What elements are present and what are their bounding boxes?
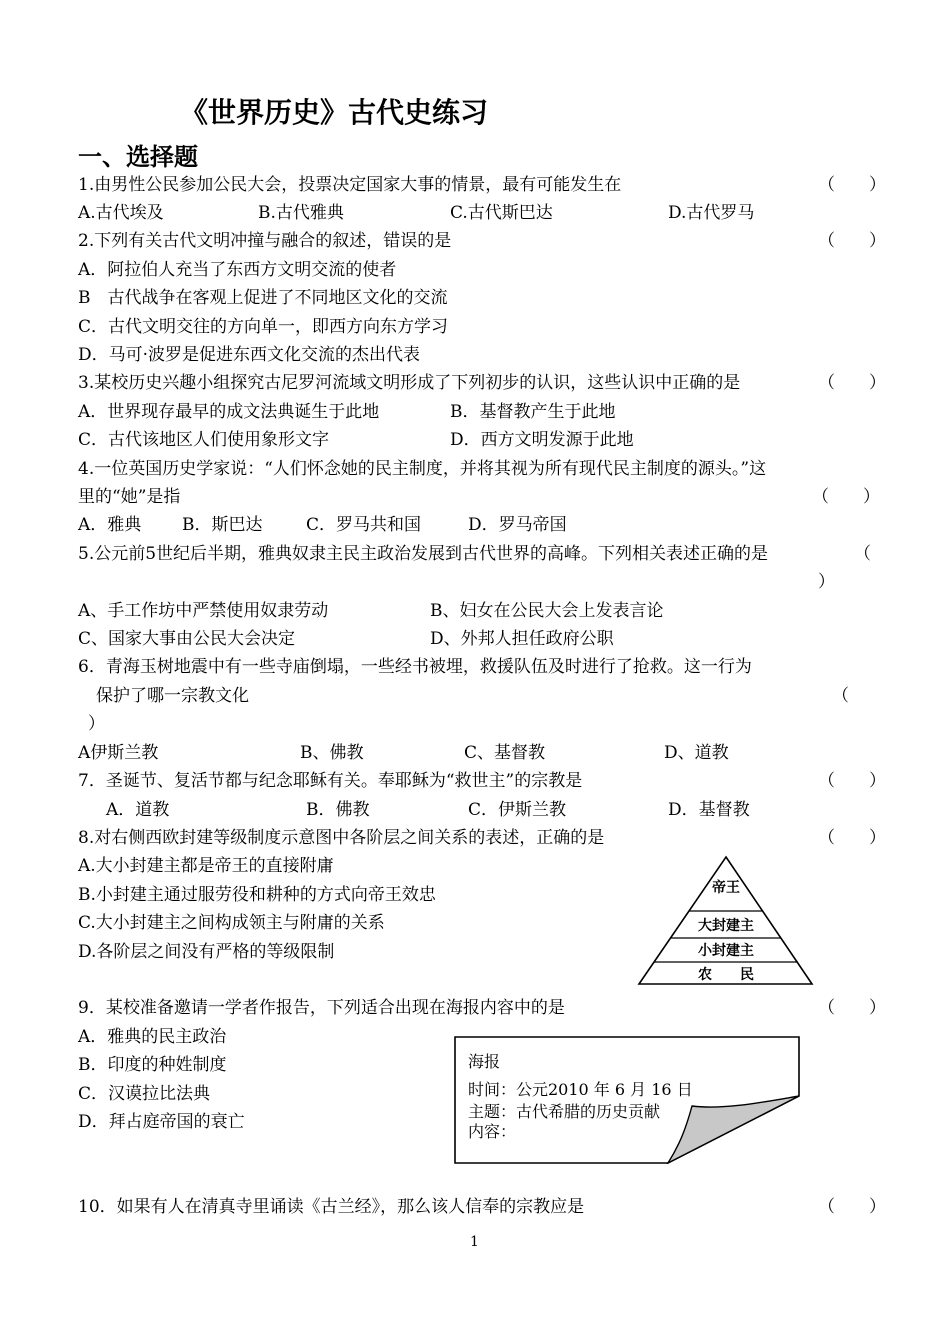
question-2-option-b: B 古代战争在客观上促进了不同地区文化的交流: [78, 288, 448, 308]
answer-blank: （ ）: [818, 1197, 886, 1217]
question-1-option-b: B.古代雅典: [258, 203, 344, 223]
page-number: 1: [470, 1234, 479, 1250]
question-3-option-d: D．西方文明发源于此地: [450, 430, 634, 450]
question-4-option-a: A．雅典: [78, 515, 142, 535]
poster-heading: 海报: [468, 1052, 501, 1071]
question-8-stem: 8.对右侧西欧封建等级制度示意图中各阶层之间关系的表述，正确的是: [78, 828, 605, 848]
question-6-stem-continued: 保护了哪一宗教文化: [96, 686, 249, 706]
question-9-option-b: B．印度的种姓制度: [78, 1055, 227, 1075]
question-2-option-c: C．古代文明交往的方向单一，即西方向东方学习: [78, 317, 449, 337]
page-title: 《世界历史》古代史练习: [180, 96, 489, 129]
answer-blank: （ ）: [818, 998, 886, 1018]
question-8-option-d: D.各阶层之间没有严格的等级限制: [78, 942, 335, 962]
question-3-option-c: C．古代该地区人们使用象形文字: [78, 430, 330, 450]
poster-content: 内容：: [468, 1122, 517, 1141]
question-7-stem: 7．圣诞节、复活节都与纪念耶稣有关。奉耶稣为“救世主”的宗教是: [78, 771, 583, 791]
question-2-option-a: A．阿拉伯人充当了东西方文明交流的使者: [78, 260, 397, 280]
question-8-option-a: A.大小封建主都是帝王的直接附庸: [78, 856, 334, 876]
question-1-option-c: C.古代斯巴达: [450, 203, 553, 223]
question-1-stem: 1.由男性公民参加公民大会，投票决定国家大事的情景，最有可能发生在: [78, 175, 622, 195]
question-4-option-b: B．斯巴达: [182, 515, 263, 535]
question-6-option-d: D、道教: [664, 743, 729, 763]
question-4-stem-continued: 里的“她”是指: [78, 487, 181, 507]
answer-blank: （ ）: [812, 487, 880, 507]
question-3-option-a: A．世界现存最早的成文法典诞生于此地: [78, 402, 380, 422]
answer-blank: （ ）: [818, 373, 886, 393]
question-1-option-a: A.古代埃及: [78, 203, 164, 223]
section-heading: 一、选择题: [78, 143, 198, 171]
answer-blank-open: （: [854, 544, 871, 564]
answer-blank-open: （: [832, 686, 849, 706]
question-7-option-b: B．佛教: [306, 800, 370, 820]
feudal-hierarchy-pyramid: [636, 854, 816, 988]
question-5-option-a: A、手工作坊中严禁使用奴隶劳动: [78, 601, 329, 621]
question-5-stem: 5.公元前5世纪后半期，雅典奴隶主民主政治发展到古代世界的高峰。下列相关表述正确的是: [78, 544, 769, 564]
question-6-option-b: B、佛教: [300, 743, 364, 763]
question-4-option-d: D．罗马帝国: [468, 515, 567, 535]
question-7-option-a: A．道教: [106, 800, 170, 820]
pyramid-level-lesser-lords: 小封建主: [698, 943, 754, 959]
answer-blank: （ ）: [818, 771, 886, 791]
question-9-option-d: D．拜占庭帝国的衰亡: [78, 1112, 245, 1132]
question-1-option-d: D.古代罗马: [668, 203, 755, 223]
question-4-option-c: C．罗马共和国: [306, 515, 422, 535]
question-9-stem: 9．某校准备邀请一学者作报告，下列适合出现在海报内容中的是: [78, 998, 565, 1018]
question-3-stem: 3.某校历史兴趣小组探究古尼罗河流域文明形成了下列初步的认识，这些认识中正确的是: [78, 373, 741, 393]
question-7-option-d: D．基督教: [668, 800, 750, 820]
poster-topic: 主题：古代希腊的历史贡献: [468, 1102, 661, 1121]
question-4-stem: 4.一位英国历史学家说：“人们怀念她的民主制度，并将其视为所有现代民主制度的源头。”这: [78, 459, 767, 479]
answer-blank: （ ）: [818, 175, 886, 195]
question-2-option-d: D．马可·波罗是促进东西文化交流的杰出代表: [78, 345, 421, 365]
poster-box: [454, 1036, 800, 1164]
poster-time: 时间：公元2010 年 6 月 16 日: [468, 1080, 693, 1099]
answer-blank-close: ）: [818, 572, 835, 592]
poster-frame: [454, 1036, 800, 1164]
question-9-option-c: C．汉谟拉比法典: [78, 1084, 211, 1104]
pyramid-level-peasants: 农 民: [698, 967, 754, 983]
answer-blank: （ ）: [818, 231, 886, 251]
question-6-option-c: C、基督教: [464, 743, 546, 763]
question-5-option-b: B、妇女在公民大会上发表言论: [430, 601, 664, 621]
question-3-option-b: B．基督教产生于此地: [450, 402, 616, 422]
question-6-stem: 6．青海玉树地震中有一些寺庙倒塌，一些经书被埋，救援队伍及时进行了抢救。这一行为: [78, 657, 752, 677]
answer-blank: （ ）: [818, 828, 886, 848]
question-10-stem: 10．如果有人在清真寺里诵读《古兰经》，那么该人信奉的宗教应是: [78, 1197, 585, 1217]
question-5-option-d: D、外邦人担任政府公职: [430, 629, 614, 649]
question-6-option-a: A伊斯兰教: [78, 743, 159, 763]
question-8-option-b: B.小封建主通过服劳役和耕种的方式向帝王效忠: [78, 885, 436, 905]
pyramid-level-emperor: 帝王: [712, 880, 740, 896]
question-2-stem: 2.下列有关古代文明冲撞与融合的叙述，错误的是: [78, 231, 452, 251]
question-7-option-c: C．伊斯兰教: [468, 800, 567, 820]
question-8-option-c: C.大小封建主之间构成领主与附庸的关系: [78, 913, 385, 933]
question-9-option-a: A．雅典的民主政治: [78, 1027, 227, 1047]
answer-blank-close: ）: [88, 714, 105, 734]
question-5-option-c: C、国家大事由公民大会决定: [78, 629, 296, 649]
pyramid-level-great-lords: 大封建主: [698, 918, 754, 934]
